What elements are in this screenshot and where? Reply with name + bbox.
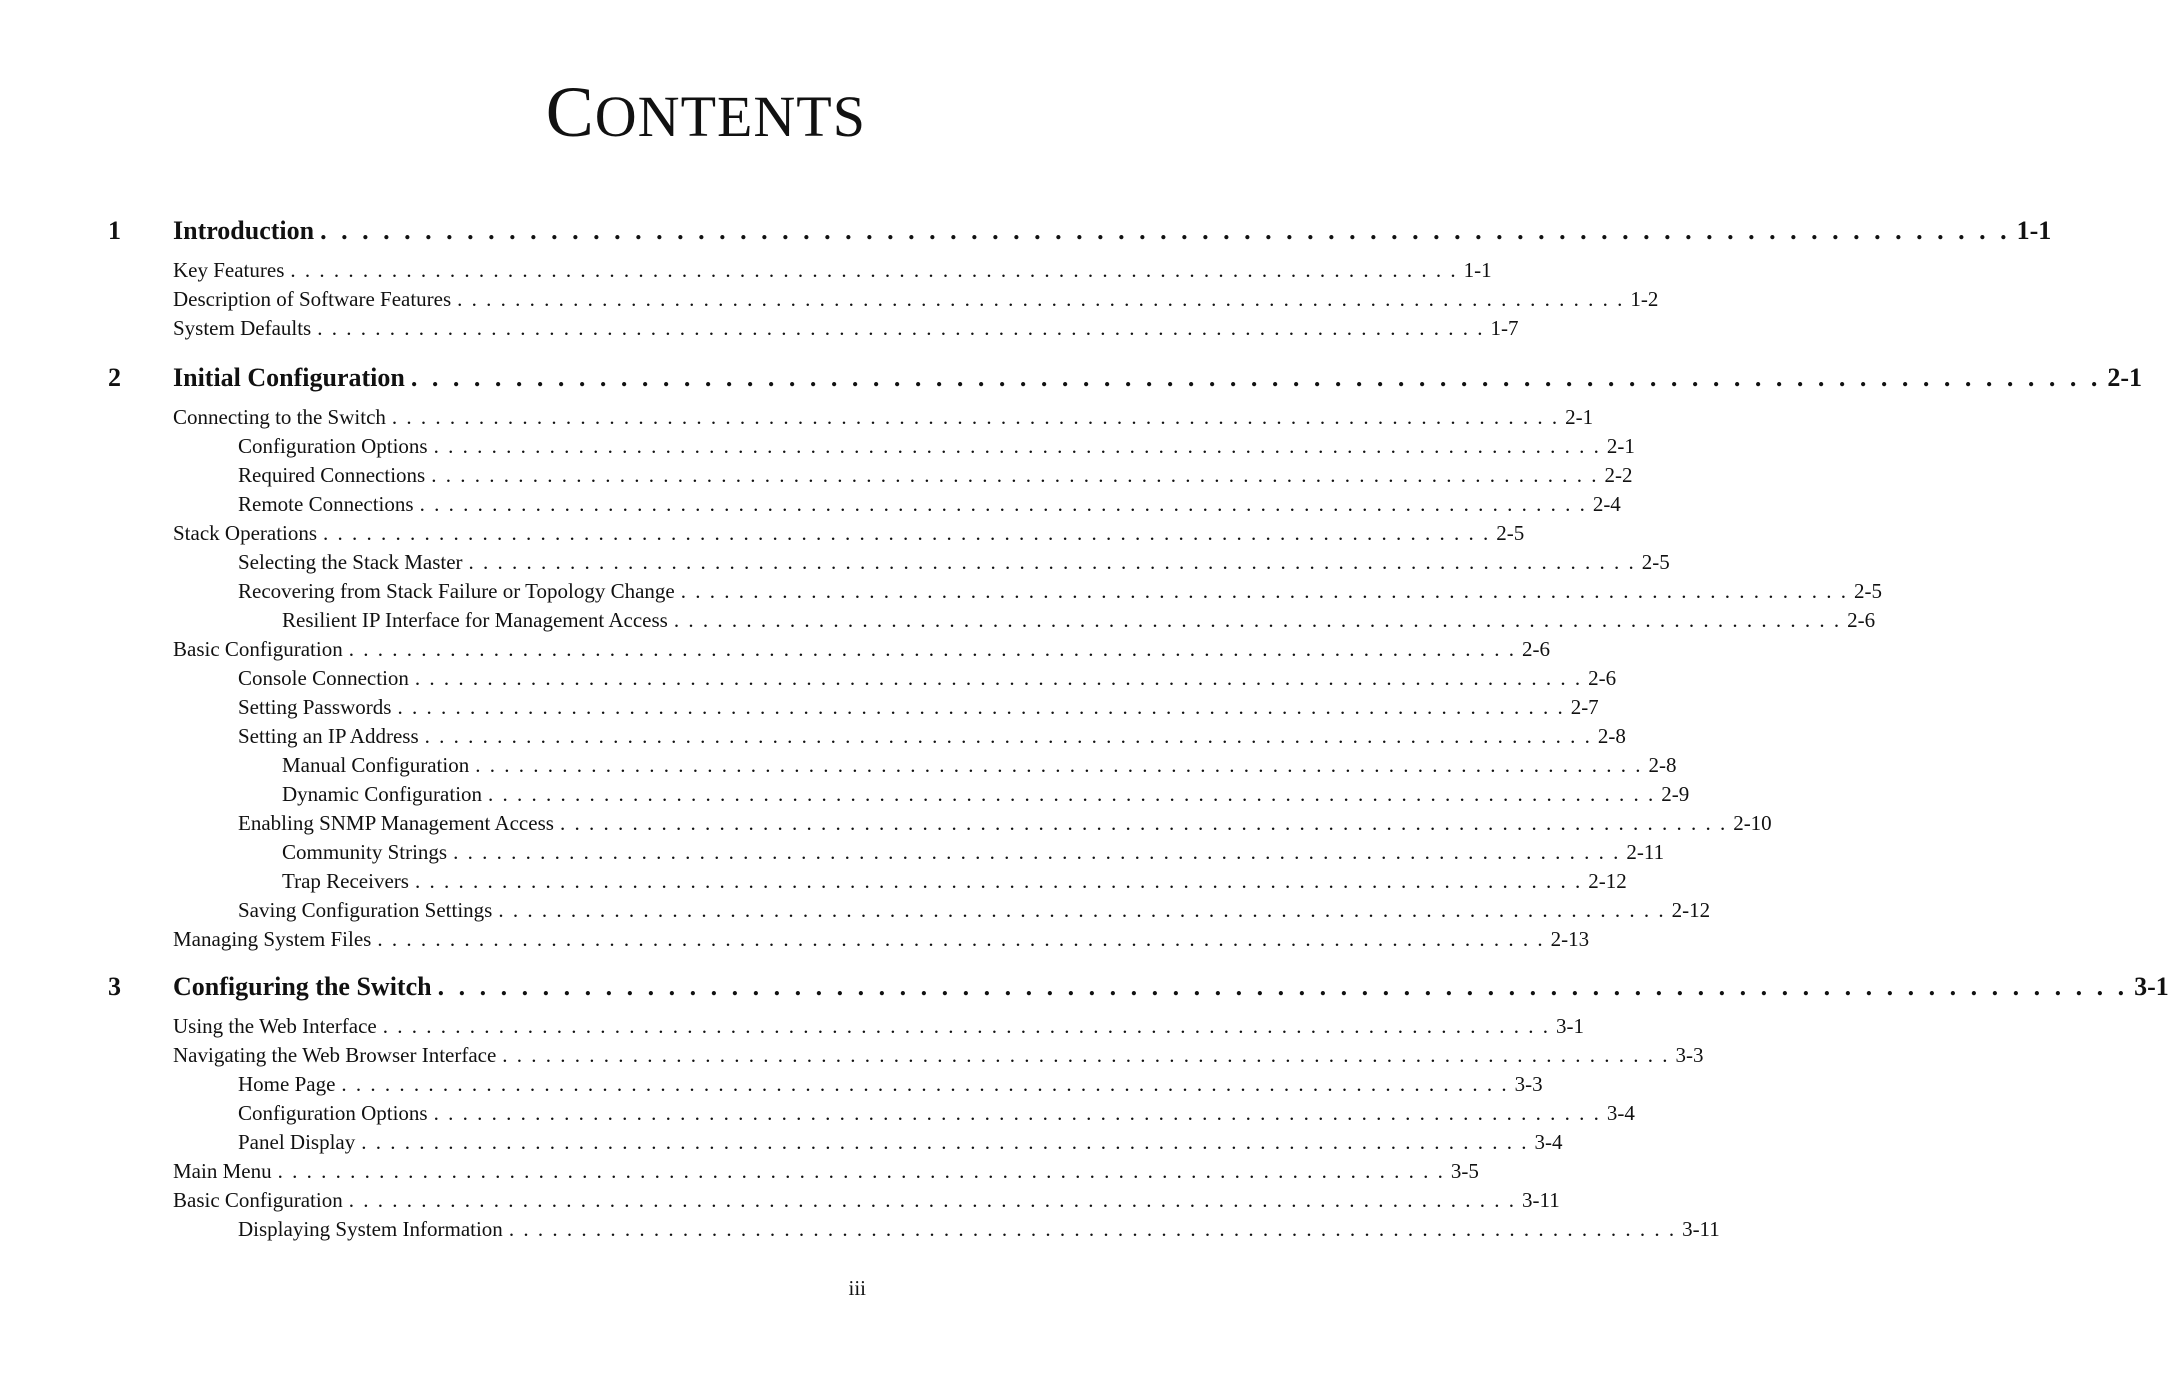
toc-entry[interactable] — [173, 927, 1590, 954]
toc-entry-label[interactable]: Community Strings — [282, 840, 448, 864]
toc-entry-page-number: 2-10 — [1733, 811, 1772, 835]
toc-entry-page-number: 3-4 — [1606, 1101, 1635, 1125]
toc-entry-label[interactable]: System Defaults — [173, 316, 312, 340]
toc-entry[interactable] — [173, 1043, 1704, 1070]
toc-entry-label[interactable]: Configuration Options — [238, 1101, 428, 1125]
toc-entry[interactable] — [238, 463, 1633, 490]
toc-entry[interactable] — [238, 898, 1711, 925]
toc-entry[interactable] — [173, 258, 1492, 285]
toc-entry-label[interactable]: Configuration Options — [238, 434, 428, 458]
dot-leader: . . . . . . . . . . . . . . . . . . . . . . . . . . . . . . . . . . . . . . . . . . . . . . . . . . . . . . . . . . . . . . . . . . . . . . . . . . . . . . . . . — [348, 637, 1516, 661]
dot-leader: . . . . . . . . . . . . . . . . . . . . . . . . . . . . . . . . . . . . . . . . . . . . . . . . . . . . . . . . . . . . . . . . . . . . . . . . . . . . . . . . . — [414, 666, 1583, 690]
dot-leader: . . . . . . . . . . . . . . . . . . . . . . . . . . . . . . . . . . . . . . . . . . . . . . . . . . . . . . . . . . . . . . . . . . . . . . . . . . . . . . . . . — [502, 1043, 1670, 1067]
toc-entry[interactable] — [173, 1159, 1479, 1186]
chapter-title[interactable]: Introduction — [173, 216, 315, 245]
toc-entry-page-number: 3-3 — [1675, 1043, 1704, 1067]
dot-leader: . . . . . . . . . . . . . . . . . . . . . . . . . . . . . . . . . . . . . . . . . . . . . . . . . . . . . . . . . . . . . . . . . . . . . . . . . . . . . . . . . — [680, 579, 1848, 603]
toc-entry-page-number: 2-6 — [1521, 637, 1550, 661]
dot-leader: . . . . . . . . . . . . . . . . . . . . . . . . . . . . . . . . . . . . . . . . . . . . . . . . . . . . . . . . . . . . . . . . . . . . . . . . . . . . . . . . . — [508, 1217, 1677, 1241]
toc-entry-page-number: 2-6 — [1847, 608, 1876, 632]
toc-entry-page-number: 2-11 — [1626, 840, 1665, 864]
page-title — [545, 72, 866, 152]
dot-leader: . . . . . . . . . . . . . . . . . . . . . . . . . . . . . . . . . . . . . . . . . . . . . . . . . . . . . . . . . . . . . . . . . . . . . . . . . . . . . . . . . — [341, 1072, 1509, 1096]
toc-entry-page-number: 2-4 — [1592, 492, 1621, 516]
dot-leader: . . . . . . . . . . . . . . . . . . . . . . . . . . . . . . . . . . . . . . . . . . . . . . . . . . . . . . . . . . . . . . . . . . . . . . . . . . . . . . . . . — [424, 724, 1592, 748]
dot-leader: . . . . . . . . . . . . . . . . . . . . . . . . . . . . . . . . . . . . . . . . . . . . . . . . . . . . . . . . . . . . . . . . . . . . . . . . . . . . . . . . . — [431, 463, 1599, 487]
toc-entry-page-number: 2-5 — [1496, 521, 1525, 545]
toc-entry-label[interactable]: Dynamic Configuration — [282, 782, 483, 806]
toc-entry[interactable] — [173, 316, 1519, 343]
dot-leader: . . . . . . . . . . . . . . . . . . . . . . . . . . . . . . . . . . . . . . . . . . . . . . . . . . . . . . . . . . . . . . . . . . . . . . . . . . . . . . . . . — [419, 492, 1587, 516]
chapter-number: 2 — [108, 363, 121, 392]
toc-entry-page-number: 3-1 — [1556, 1014, 1585, 1038]
toc-entry-label[interactable]: Key Features — [173, 258, 285, 282]
dot-leader: . . . . . . . . . . . . . . . . . . . . . . . . . . . . . . . . . . . . . . . . . . . . . . . . . . . . . . . . . . . . . . . . . . . . . . . . . . . . . . . . . — [433, 434, 1601, 458]
dot-leader: . . . . . . . . . . . . . . . . . . . . . . . . . . . . . . . . . . . . . . . . . . . . . . . . . . . . . . . . . . . . . . . . . . . . . . . . . . . . . . . . . — [437, 972, 2129, 1001]
toc-entry[interactable] — [282, 840, 1665, 867]
dot-leader: . . . . . . . . . . . . . . . . . . . . . . . . . . . . . . . . . . . . . . . . . . . . . . . . . . . . . . . . . . . . . . . . . . . . . . . . . . . . . . . . . — [453, 840, 1621, 864]
dot-leader: . . . . . . . . . . . . . . . . . . . . . . . . . . . . . . . . . . . . . . . . . . . . . . . . . . . . . . . . . . . . . . . . . . . . . . . . . . . . . . . . . — [457, 287, 1625, 311]
toc-entry-label[interactable]: Main Menu — [173, 1159, 272, 1183]
page-title-rest: ONTENTS — [594, 84, 866, 149]
toc-entry-page-number: 1-7 — [1490, 316, 1519, 340]
toc-entry[interactable] — [282, 608, 1876, 635]
toc-entry[interactable] — [238, 811, 1772, 838]
toc-entry-label[interactable]: Remote Connections — [238, 492, 414, 516]
toc-entry[interactable] — [238, 550, 1670, 577]
dot-leader: . . . . . . . . . . . . . . . . . . . . . . . . . . . . . . . . . . . . . . . . . . . . . . . . . . . . . . . . . . . . . . . . . . . . . . . . . . . . . . . . . — [475, 753, 1643, 777]
toc-entry[interactable] — [173, 1014, 1585, 1041]
toc-entry[interactable] — [173, 287, 1659, 314]
chapter-row[interactable] — [108, 972, 2169, 1006]
dot-leader: . . . . . . . . . . . . . . . . . . . . . . . . . . . . . . . . . . . . . . . . . . . . . . . . . . . . . . . . . . . . . . . . . . . . . . . . . . . . . . . . . — [410, 363, 2102, 392]
toc-entry-page-number: 3-5 — [1450, 1159, 1479, 1183]
toc-entry[interactable] — [238, 1101, 1635, 1128]
toc-entry-label[interactable]: Displaying System Information — [238, 1217, 503, 1241]
toc-entry-label[interactable]: Managing System Files — [173, 927, 372, 951]
toc-entry-label[interactable]: Resilient IP Interface for Management Access — [282, 608, 668, 632]
toc-entry[interactable] — [238, 695, 1599, 722]
dot-leader: . . . . . . . . . . . . . . . . . . . . . . . . . . . . . . . . . . . . . . . . . . . . . . . . . . . . . . . . . . . . . . . . . . . . . . . . . . . . . . . . . — [317, 316, 1485, 340]
toc-entry-page-number: 3-11 — [1521, 1188, 1560, 1212]
chapter-row[interactable] — [108, 363, 2143, 397]
toc-entry-label[interactable]: Selecting the Stack Master — [238, 550, 463, 574]
chapter-title[interactable]: Configuring the Switch — [173, 972, 432, 1001]
toc-entry-label[interactable]: Panel Display — [238, 1130, 356, 1154]
dot-leader: . . . . . . . . . . . . . . . . . . . . . . . . . . . . . . . . . . . . . . . . . . . . . . . . . . . . . . . . . . . . . . . . . . . . . . . . . . . . . . . . . — [673, 608, 1842, 632]
toc-entry-label[interactable]: Trap Receivers — [282, 869, 409, 893]
toc-entry-label[interactable]: Required Connections — [238, 463, 426, 487]
toc-entry-label[interactable]: Home Page — [238, 1072, 336, 1096]
dot-leader: . . . . . . . . . . . . . . . . . . . . . . . . . . . . . . . . . . . . . . . . . . . . . . . . . . . . . . . . . . . . . . . . . . . . . . . . . . . . . . . . . — [391, 405, 1560, 429]
page-title-initial: C — [545, 72, 595, 152]
toc-entry[interactable] — [238, 1217, 1720, 1244]
toc-entry[interactable] — [238, 579, 1882, 606]
toc-entry[interactable] — [238, 492, 1621, 519]
chapter-page-number: 2-1 — [2107, 363, 2143, 392]
toc-entry[interactable] — [173, 1188, 1560, 1215]
toc-entry-label[interactable]: Connecting to the Switch — [173, 405, 386, 429]
dot-leader: . . . . . . . . . . . . . . . . . . . . . . . . . . . . . . . . . . . . . . . . . . . . . . . . . . . . . . . . . . . . . . . . . . . . . . . . . . . . . . . . . — [320, 216, 2011, 245]
dot-leader: . . . . . . . . . . . . . . . . . . . . . . . . . . . . . . . . . . . . . . . . . . . . . . . . . . . . . . . . . . . . . . . . . . . . . . . . . . . . . . . . . — [361, 1130, 1529, 1154]
toc-entry-label[interactable]: Stack Operations — [173, 521, 318, 545]
chapter-number: 1 — [108, 216, 121, 245]
dot-leader: . . . . . . . . . . . . . . . . . . . . . . . . . . . . . . . . . . . . . . . . . . . . . . . . . . . . . . . . . . . . . . . . . . . . . . . . . . . . . . . . . — [559, 811, 1728, 835]
dot-leader: . . . . . . . . . . . . . . . . . . . . . . . . . . . . . . . . . . . . . . . . . . . . . . . . . . . . . . . . . . . . . . . . . . . . . . . . . . . . . . . . . — [433, 1101, 1601, 1125]
toc-entry[interactable] — [238, 434, 1635, 461]
toc-entry-page-number: 2-13 — [1550, 927, 1590, 951]
dot-leader: . . . . . . . . . . . . . . . . . . . . . . . . . . . . . . . . . . . . . . . . . . . . . . . . . . . . . . . . . . . . . . . . . . . . . . . . . . . . . . . . . — [377, 927, 1545, 951]
toc-entry-page-number: 1-2 — [1630, 287, 1659, 311]
toc-entry[interactable] — [238, 1072, 1543, 1099]
chapter-page-number: 1-1 — [2016, 216, 2052, 245]
toc-entry-page-number: 2-8 — [1597, 724, 1626, 748]
toc-entry-page-number: 3-4 — [1534, 1130, 1563, 1154]
dot-leader: . . . . . . . . . . . . . . . . . . . . . . . . . . . . . . . . . . . . . . . . . . . . . . . . . . . . . . . . . . . . . . . . . . . . . . . . . . . . . . . . . — [414, 869, 1583, 893]
toc-entry[interactable] — [173, 521, 1525, 548]
toc-entry-page-number: 2-12 — [1588, 869, 1627, 893]
toc-entry-page-number: 2-2 — [1604, 463, 1633, 487]
footer-page-number: iii — [848, 1276, 866, 1300]
toc-entry-page-number: 2-8 — [1648, 753, 1677, 777]
toc-entry[interactable] — [238, 1130, 1563, 1157]
chapter-number: 3 — [108, 972, 121, 1001]
toc-entry-page-number: 1-1 — [1463, 258, 1492, 282]
toc-entry-page-number: 3-3 — [1514, 1072, 1543, 1096]
dot-leader: . . . . . . . . . . . . . . . . . . . . . . . . . . . . . . . . . . . . . . . . . . . . . . . . . . . . . . . . . . . . . . . . . . . . . . . . . . . . . . . . . — [290, 258, 1458, 282]
dot-leader: . . . . . . . . . . . . . . . . . . . . . . . . . . . . . . . . . . . . . . . . . . . . . . . . . . . . . . . . . . . . . . . . . . . . . . . . . . . . . . . . . — [397, 695, 1565, 719]
toc-entry-page-number: 2-6 — [1588, 666, 1617, 690]
toc-entry[interactable] — [282, 869, 1627, 896]
dot-leader: . . . . . . . . . . . . . . . . . . . . . . . . . . . . . . . . . . . . . . . . . . . . . . . . . . . . . . . . . . . . . . . . . . . . . . . . . . . . . . . . . — [382, 1014, 1551, 1038]
toc-entry-page-number: 3-11 — [1682, 1217, 1720, 1241]
toc-entry[interactable] — [282, 753, 1677, 780]
dot-leader: . . . . . . . . . . . . . . . . . . . . . . . . . . . . . . . . . . . . . . . . . . . . . . . . . . . . . . . . . . . . . . . . . . . . . . . . . . . . . . . . . — [468, 550, 1636, 574]
toc-entry-page-number: 2-5 — [1853, 579, 1882, 603]
toc-entry-label[interactable]: Saving Configuration Settings — [238, 898, 493, 922]
chapter-row[interactable] — [108, 216, 2052, 250]
dot-leader: . . . . . . . . . . . . . . . . . . . . . . . . . . . . . . . . . . . . . . . . . . . . . . . . . . . . . . . . . . . . . . . . . . . . . . . . . . . . . . . . . — [323, 521, 1491, 545]
toc-entry-label[interactable]: Manual Configuration — [282, 753, 470, 777]
toc-entry-label[interactable]: Recovering from Stack Failure or Topology Change — [238, 579, 675, 603]
toc-entry[interactable] — [173, 637, 1550, 664]
dot-leader: . . . . . . . . . . . . . . . . . . . . . . . . . . . . . . . . . . . . . . . . . . . . . . . . . . . . . . . . . . . . . . . . . . . . . . . . . . . . . . . . . — [277, 1159, 1445, 1183]
toc-entry-page-number: 2-12 — [1671, 898, 1711, 922]
toc-entry-page-number: 2-1 — [1606, 434, 1635, 458]
chapter-title[interactable]: Initial Configuration — [173, 363, 405, 392]
toc-entry[interactable] — [238, 724, 1626, 751]
toc-entry-label[interactable]: Description of Software Features — [173, 287, 452, 311]
dot-leader: . . . . . . . . . . . . . . . . . . . . . . . . . . . . . . . . . . . . . . . . . . . . . . . . . . . . . . . . . . . . . . . . . . . . . . . . . . . . . . . . . — [348, 1188, 1516, 1212]
toc-entry-label[interactable]: Basic Configuration — [173, 637, 343, 661]
toc-entry-label[interactable]: Using the Web Interface — [173, 1014, 377, 1038]
toc-entry-label[interactable]: Navigating the Web Browser Interface — [173, 1043, 497, 1067]
toc-entry-page-number: 2-7 — [1570, 695, 1599, 719]
toc-entry-page-number: 2-5 — [1641, 550, 1670, 574]
toc-entry-label[interactable]: Setting Passwords — [238, 695, 392, 719]
toc-entry[interactable] — [238, 666, 1617, 693]
toc-entry-label[interactable]: Enabling SNMP Management Access — [238, 811, 554, 835]
dot-leader: . . . . . . . . . . . . . . . . . . . . . . . . . . . . . . . . . . . . . . . . . . . . . . . . . . . . . . . . . . . . . . . . . . . . . . . . . . . . . . . . . — [488, 782, 1656, 806]
chapter-page-number: 3-1 — [2134, 972, 2169, 1001]
toc-entry[interactable] — [282, 782, 1690, 809]
dot-leader: . . . . . . . . . . . . . . . . . . . . . . . . . . . . . . . . . . . . . . . . . . . . . . . . . . . . . . . . . . . . . . . . . . . . . . . . . . . . . . . . . — [498, 898, 1666, 922]
toc-entry-label[interactable]: Basic Configuration — [173, 1188, 343, 1212]
toc-entry-page-number: 2-9 — [1661, 782, 1690, 806]
toc-entry[interactable] — [173, 405, 1594, 432]
toc-entry-label[interactable]: Setting an IP Address — [238, 724, 419, 748]
toc-entry-page-number: 2-1 — [1565, 405, 1594, 429]
toc-entry-label[interactable]: Console Connection — [238, 666, 409, 690]
